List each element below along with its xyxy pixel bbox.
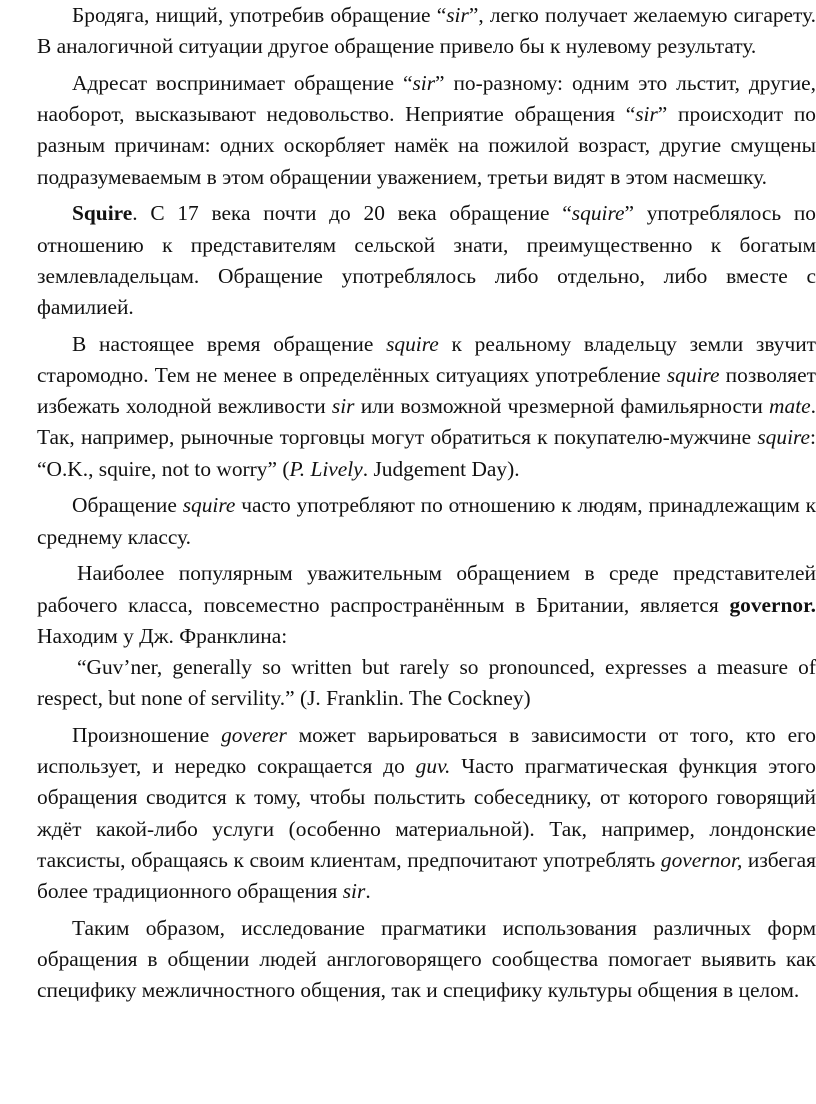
text-segment: Находим у Дж. Франклина: — [37, 623, 288, 648]
text-segment: Произношение — [72, 723, 222, 748]
term-governor: governor. — [729, 592, 816, 617]
term-sir: sir — [635, 102, 658, 127]
term-sir: sir — [446, 3, 469, 27]
text-segment: к реальному владельцу земли звучит старомодно. Тем не менее в определённых ситуациях употребление — [37, 331, 816, 388]
paragraph-5 — [37, 490, 816, 552]
paragraph-8 — [37, 720, 816, 907]
citation-author: P. Lively — [289, 456, 363, 481]
text-segment: Адресат воспринимает обращение “ — [72, 71, 413, 95]
text-segment: Часто прагматическая функция этого обращения сводится к тому, чтобы польстить собеседнику, от которого говорящий ждёт какой-либо услуги (особенно материальной). Так, например, лондонские таксисты, обращаясь к своим клиентам, предпочитают употреблять — [37, 754, 816, 872]
text-segment: ” происходит по разным причинам: одних оскорбляет намёк на пожилой возраст, другие смущены подразумеваемым в этом обращении уважением, третьи видят в этом насмешку. — [37, 102, 816, 189]
text-segment: . — [365, 879, 371, 904]
term-sir: sir — [342, 879, 366, 904]
text-segment: . Judgement Day). — [362, 456, 520, 481]
text-segment: Обращение — [72, 493, 183, 518]
document-page — [37, 0, 816, 1006]
paragraph-6 — [37, 558, 816, 652]
quote-text: “Guv’ner, generally so written but rarely so pronounced, expresses a measure of respect, but none of servility.” (J. Franklin. The Cockney) — [37, 655, 816, 711]
term-squire: squire — [182, 493, 236, 518]
text-segment: Бродяга, нищий, употребив обращение “ — [72, 3, 447, 27]
term-sir: sir — [331, 394, 355, 419]
term-squire: squire — [386, 331, 439, 356]
text-segment: избегая более традиционного обращения — [37, 847, 816, 904]
text-segment: ” употреблялось по отношению к представителям сельской знати, преимущественно к богатым землевладельцам. Обращение употреблялось либо отдельно, либо вместе с фамилией. — [37, 201, 816, 320]
term-governor: governor, — [660, 847, 743, 872]
text-segment: ” по-разному: одним это льстит, другие, наоборот, высказывают недовольство. Неприятие обращения “ — [37, 71, 816, 127]
term-guv: guv. — [415, 754, 451, 779]
paragraph-9 — [37, 913, 816, 1007]
text-segment: или возможной чрезмерной фамильярности — [354, 394, 770, 419]
text-segment: . Так, например, рыночные торговцы могут обратиться к покупателю-мужчине — [37, 394, 816, 450]
heading-squire: Squire — [72, 201, 133, 226]
text-segment: Наиболее популярным уважительным обращением в среде представителей рабочего класса, повсеместно распространённым в Британии, является — [37, 561, 816, 617]
term-goverer: goverer — [221, 723, 287, 748]
text-segment: часто употребляют по отношению к людям, принадлежащим к среднему классу. — [37, 493, 816, 549]
text-segment: позволяет избежать холодной вежливости — [37, 363, 816, 419]
term-sir: sir — [412, 71, 436, 95]
paragraph-2 — [37, 68, 816, 193]
text-segment: : “O.K., squire, not to worry” ( — [37, 425, 816, 481]
text-segment: В настоящее время обращение — [72, 331, 387, 356]
paragraph-4 — [37, 329, 816, 485]
paragraph-1 — [37, 0, 816, 62]
text-segment: Таким образом, исследование прагматики использования различных форм обращения в общении людей англоговорящего сообщества помогает выявить как специфику межличностного общения, так и специфику культуры общения в целом. — [37, 915, 816, 1003]
term-squire: squire — [757, 425, 811, 450]
term-squire: squire — [571, 201, 625, 226]
text-segment: . С 17 века почти до 20 века обращение “ — [132, 201, 572, 226]
paragraph-3 — [37, 198, 816, 323]
term-squire: squire — [666, 363, 720, 388]
text-segment: ”, легко получает желаемую сигарету. В аналогичной ситуации другое обращение привело бы к нулевому результату. — [37, 3, 816, 59]
term-mate: mate — [769, 394, 811, 419]
text-segment: может варьироваться в зависимости от того, кто его использует, и нередко сокращается до — [37, 723, 816, 779]
quote-paragraph — [37, 652, 816, 714]
